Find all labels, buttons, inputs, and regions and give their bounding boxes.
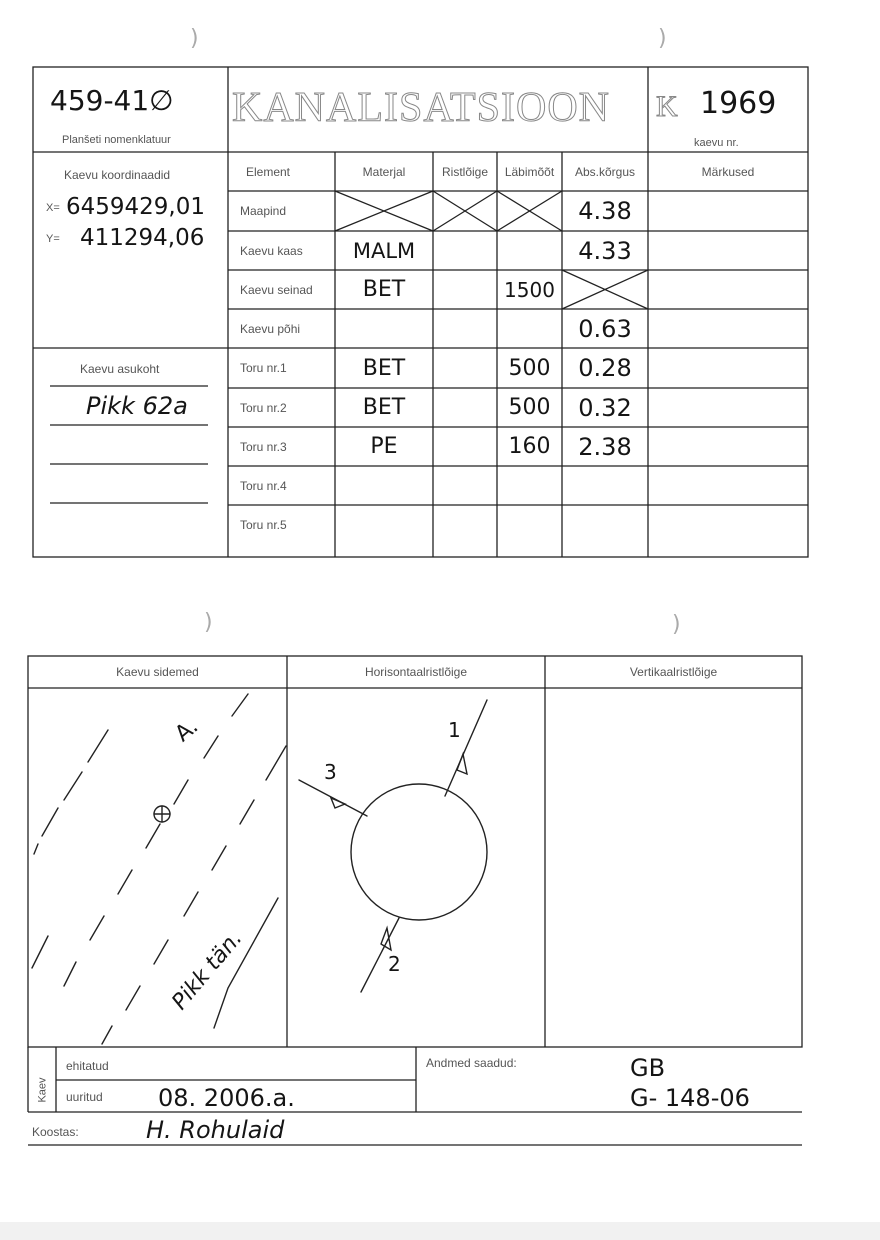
row-abs-value: 0.32 bbox=[578, 393, 632, 422]
header-element: Element bbox=[245, 164, 291, 179]
header-markused: Märkused bbox=[701, 164, 755, 179]
data-source-value-1: GB bbox=[630, 1054, 666, 1082]
header-abs-korgus: Abs.kõrgus bbox=[574, 164, 636, 179]
row-material-value: BET bbox=[362, 355, 406, 381]
links-section-title: Kaevu sidemed bbox=[116, 665, 199, 679]
y-coordinate-value: 411294,06 bbox=[80, 225, 205, 251]
row-element-label: Toru nr.2 bbox=[240, 400, 287, 415]
header-ristloige: Ristlõige bbox=[441, 164, 489, 179]
well-side-label: Kaev bbox=[36, 1077, 49, 1103]
row-diameter-value: 500 bbox=[508, 395, 551, 420]
row-diameter-value: 500 bbox=[508, 355, 551, 381]
y-coordinate-label: Y= bbox=[46, 233, 60, 245]
punch-hole-mark: ) bbox=[190, 26, 199, 51]
street-sketch bbox=[28, 688, 287, 1047]
punch-hole-mark: ) bbox=[204, 610, 213, 635]
row-diameter-value: 160 bbox=[508, 434, 551, 459]
measured-label: uuritud bbox=[66, 1090, 103, 1104]
horizontal-section-title: Horisontaalristlõige bbox=[364, 665, 468, 679]
row-element-label: Toru nr.3 bbox=[240, 439, 287, 454]
well-number: 1969 bbox=[700, 86, 777, 121]
nomenclature-value: 459-41∅ bbox=[50, 84, 174, 117]
form-title: KANALISATSIOON bbox=[232, 85, 610, 131]
coordinates-label: Kaevu koordinaadid bbox=[64, 168, 171, 182]
punch-hole-mark: ) bbox=[672, 612, 681, 637]
built-label: ehitatud bbox=[66, 1059, 109, 1073]
row-abs-value: 2.38 bbox=[578, 432, 632, 461]
row-element-label: Kaevu seinad bbox=[240, 282, 313, 297]
street-mark: A. bbox=[170, 713, 204, 748]
row-element-label: Kaevu põhi bbox=[240, 321, 301, 336]
data-source-value-2: G- 148-06 bbox=[630, 1084, 750, 1112]
location-label: Kaevu asukoht bbox=[80, 362, 160, 376]
row-material-value: BET bbox=[362, 277, 406, 302]
compiled-value: H. Rohulaid bbox=[146, 1116, 285, 1144]
row-element-label: Toru nr.5 bbox=[240, 517, 287, 532]
row-abs-value: 4.33 bbox=[578, 236, 632, 265]
row-material-value: BET bbox=[362, 395, 406, 420]
row-abs-value: 4.38 bbox=[578, 197, 632, 225]
row-element-label: Kaevu kaas bbox=[240, 243, 303, 258]
measured-value: 08. 2006.a. bbox=[158, 1084, 295, 1112]
header-materjal: Materjal bbox=[362, 164, 406, 179]
row-material-value: PE bbox=[370, 434, 398, 459]
row-element-label: Maapind bbox=[240, 204, 287, 218]
cross-section-sketch bbox=[287, 688, 545, 1047]
x-coordinate-label: X= bbox=[46, 202, 60, 214]
row-abs-value: 0.63 bbox=[578, 314, 632, 343]
punch-hole-mark: ) bbox=[658, 26, 667, 51]
compiled-label: Koostas: bbox=[32, 1125, 79, 1139]
pipe-3-label: 3 bbox=[324, 760, 337, 784]
well-number-label: kaevu nr. bbox=[694, 137, 739, 149]
row-element-label: Toru nr.4 bbox=[240, 478, 287, 493]
row-abs-value: 0.28 bbox=[578, 354, 632, 382]
vertical-section-title: Vertikaalristlõige bbox=[629, 665, 718, 679]
header-labimoot: Läbimõõt bbox=[504, 164, 555, 179]
x-coordinate-value: 6459429,01 bbox=[66, 194, 206, 220]
scan-edge bbox=[0, 1222, 880, 1240]
row-diameter-value: 1500 bbox=[504, 277, 555, 302]
nomenclature-label: Planšeti nomenklatuur bbox=[62, 134, 171, 146]
row-element-label: Toru nr.1 bbox=[240, 361, 287, 375]
data-source-label: Andmed saadud: bbox=[426, 1056, 517, 1070]
well-prefix: K bbox=[656, 90, 678, 123]
row-material-value: MALM bbox=[352, 238, 416, 263]
location-value: Pikk 62a bbox=[86, 392, 188, 420]
street-name: Pikk tän. bbox=[167, 926, 248, 1015]
pipe-2-label: 2 bbox=[388, 952, 401, 976]
pipe-1-label: 1 bbox=[448, 718, 461, 742]
